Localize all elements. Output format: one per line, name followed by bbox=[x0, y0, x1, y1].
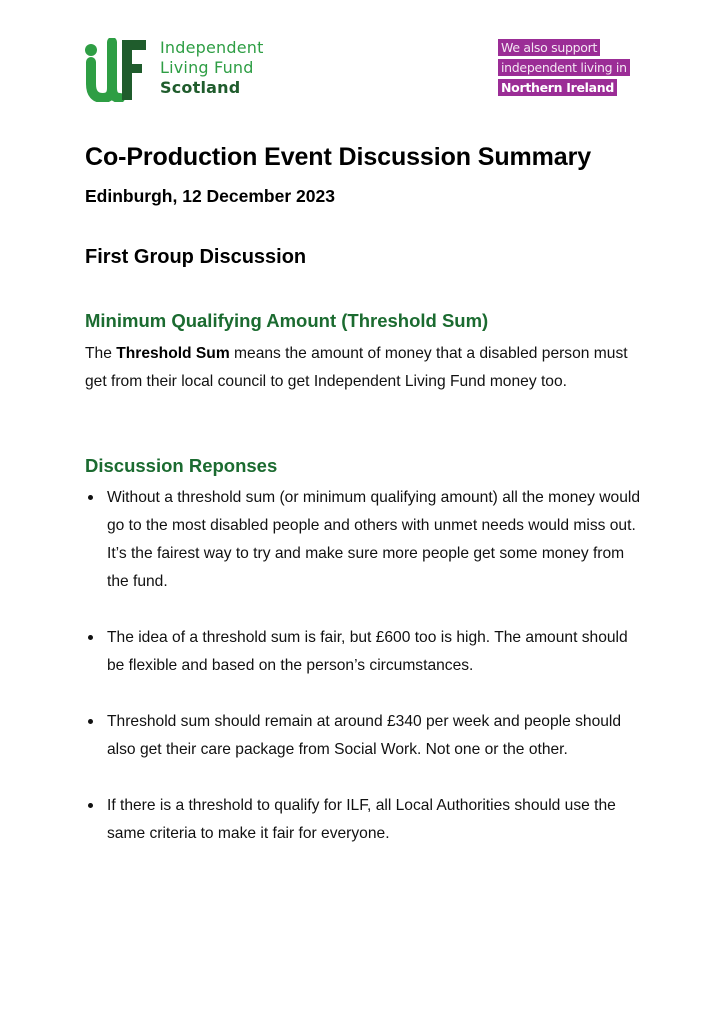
list-item-text: The idea of a threshold sum is fair, but £600 too is high. The amount should be flexible and based on the person’s circumstances. bbox=[107, 629, 628, 674]
bullet-icon bbox=[88, 803, 93, 808]
ni-badge-line-3: Northern Ireland bbox=[498, 79, 617, 96]
document-subtitle: Edinburgh, 12 December 2023 bbox=[85, 186, 335, 206]
logo-line-independent: Independent bbox=[160, 38, 264, 57]
subsection-heading-responses: Discussion Reponses bbox=[85, 455, 278, 476]
threshold-definition-paragraph bbox=[85, 340, 645, 396]
bullet-icon bbox=[88, 719, 93, 724]
para-bold-term: Threshold Sum bbox=[116, 345, 230, 362]
ilf-logo-text bbox=[160, 38, 264, 98]
list-item bbox=[85, 624, 645, 680]
logo-line-living-fund: Living Fund bbox=[160, 58, 254, 77]
ni-badge-line-1: We also support bbox=[498, 39, 600, 56]
list-item-text: Without a threshold sum (or minimum qualifying amount) all the money would go to the most disabled people and others with unmet needs would miss out. It’s the fairest way to try and make sure more people get some money from the fund. bbox=[107, 489, 641, 590]
para-rest: means the amount of money that a disabled person must get from their local council to get Independent Living Fund money too. bbox=[85, 345, 628, 390]
ilf-logo-icon bbox=[84, 38, 146, 102]
bullet-icon bbox=[88, 495, 93, 500]
ni-badge-line-2: independent living in bbox=[498, 59, 630, 76]
section-heading: First Group Discussion bbox=[85, 246, 307, 268]
logo-line-scotland: Scotland bbox=[160, 78, 241, 97]
subsection-heading-threshold: Minimum Qualifying Amount (Threshold Sum) bbox=[85, 310, 489, 331]
ilf-scotland-logo bbox=[84, 38, 264, 102]
northern-ireland-badge bbox=[498, 39, 630, 99]
responses-list bbox=[85, 484, 645, 876]
list-item bbox=[85, 708, 645, 764]
list-item bbox=[85, 484, 645, 596]
bullet-icon bbox=[88, 635, 93, 640]
list-item-text: Threshold sum should remain at around £340 per week and people should also get their care package from Social Work. Not one or the other. bbox=[107, 713, 622, 758]
list-item-text: If there is a threshold to qualify for ILF, all Local Authorities should use the same criteria to make it fair for everyone. bbox=[107, 797, 616, 842]
para-prefix: The bbox=[85, 345, 117, 362]
document-title: Co-Production Event Discussion Summary bbox=[85, 143, 592, 171]
list-item bbox=[85, 792, 645, 848]
